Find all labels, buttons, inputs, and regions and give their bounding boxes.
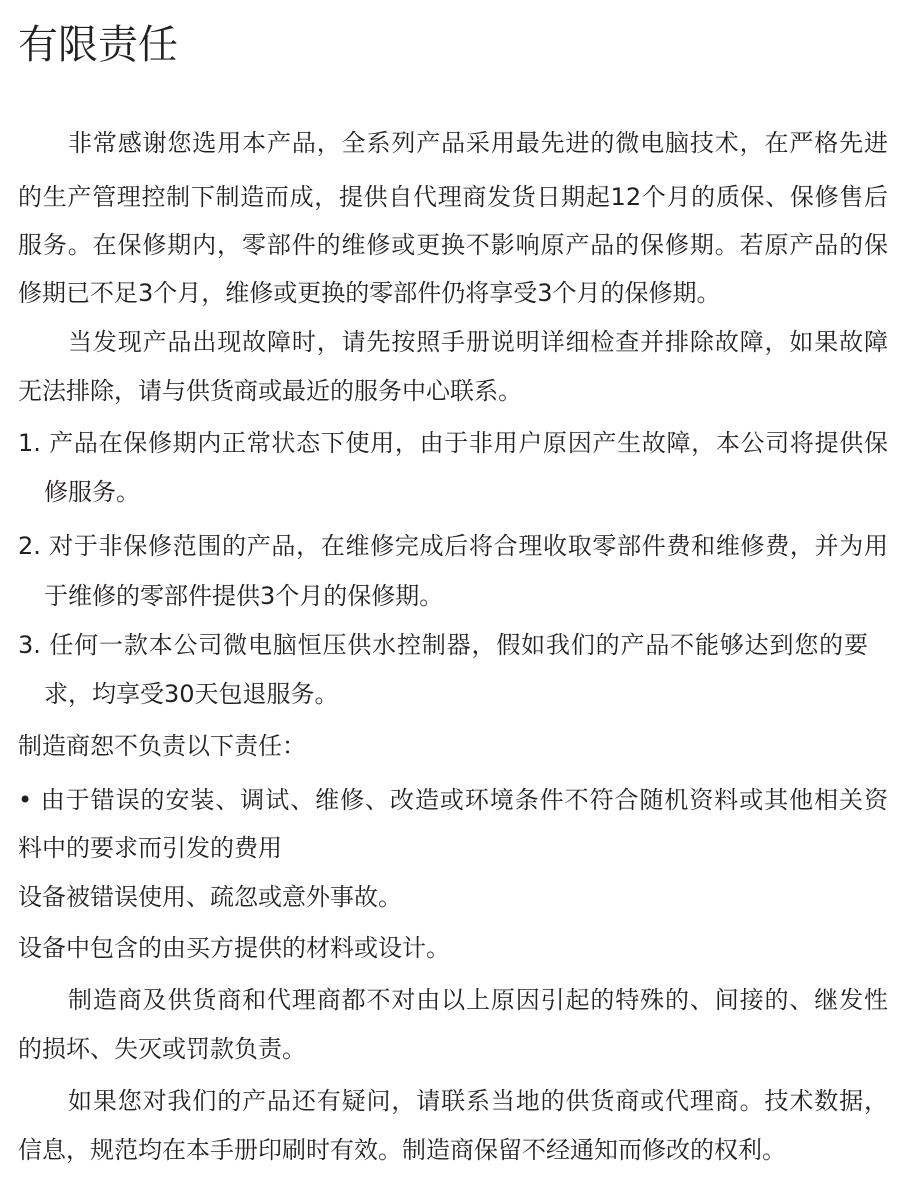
page-title: 有限责任 <box>18 22 178 68</box>
list-item-3-cont: 求，均享受30天包退服务。 <box>44 680 339 708</box>
list-item-3: 3. 任何一款本公司微电脑恒压供水控制器，假如我们的产品不能够达到您的要 <box>18 631 868 659</box>
list-item-1: 1. 产品在保修期内正常状态下使用，由于非用户原因产生故障，本公司将提供保 <box>18 429 888 457</box>
paragraph-line: 修期已不足3个月，维修或更换的零部件仍将享受3个月的保修期。 <box>18 279 721 307</box>
disclaimer-heading: 制造商恕不负责以下责任： <box>18 732 306 760</box>
list-item-2-cont: 于维修的零部件提供3个月的保修期。 <box>44 582 444 610</box>
paragraph-line: 非常感谢您选用本产品，全系列产品采用最先进的微电脑技术，在严格先进 <box>68 129 888 157</box>
paragraph-line: 制造商及供货商和代理商都不对由以上原因引起的特殊的、间接的、继发性 <box>68 986 888 1014</box>
disclaimer-line: 设备被错误使用、疏忽或意外事故。 <box>18 883 402 911</box>
paragraph-line: 信息，规范均在本手册印刷时有效。制造商保留不经通知而修改的权利。 <box>18 1136 786 1164</box>
paragraph-line: 如果您对我们的产品还有疑问，请联系当地的供货商或代理商。技术数据， <box>68 1087 888 1115</box>
paragraph-line: 当发现产品出现故障时，请先按照手册说明详细检查并排除故障，如果故障 <box>68 328 888 356</box>
bullet-item-cont: 料中的要求而引发的费用 <box>18 834 282 862</box>
bullet-item: • 由于错误的安装、调试、维修、改造或环境条件不符合随机资料或其他相关资 <box>18 786 888 814</box>
paragraph-line: 的生产管理控制下制造而成，提供自代理商发货日期起12个月的质保、保修售后 <box>18 183 888 211</box>
paragraph-line: 无法排除，请与供货商或最近的服务中心联系。 <box>18 377 522 405</box>
list-item-2: 2. 对于非保修范围的产品，在维修完成后将合理收取零部件费和维修费，并为用 <box>18 532 888 560</box>
list-item-1-cont: 修服务。 <box>44 478 140 506</box>
paragraph-line: 服务。在保修期内，零部件的维修或更换不影响原产品的保修期。若原产品的保 <box>18 231 888 259</box>
paragraph-line: 的损坏、失灭或罚款负责。 <box>18 1035 306 1063</box>
disclaimer-line: 设备中包含的由买方提供的材料或设计。 <box>18 934 450 962</box>
